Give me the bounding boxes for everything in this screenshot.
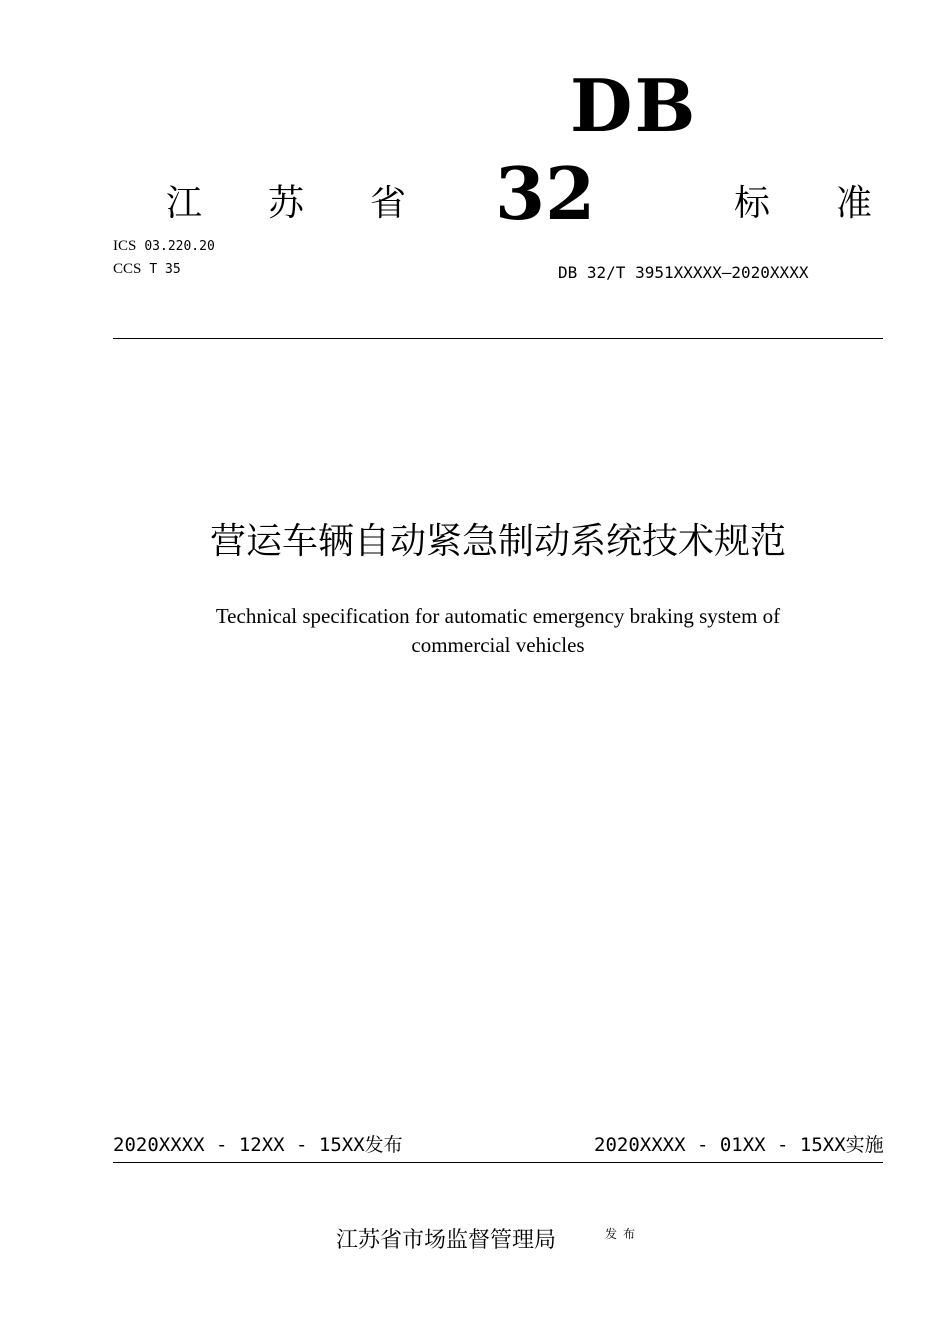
- title-english: [0, 602, 950, 660]
- footer-divider: [113, 1162, 883, 1163]
- standard-char-1: 标: [734, 183, 771, 224]
- title-english-line-2: commercial vehicles: [411, 633, 585, 657]
- ccs-label: CCS: [113, 261, 142, 277]
- publish-label: 发布: [605, 1227, 642, 1241]
- release-date-suffix: 发布: [364, 1134, 403, 1156]
- standard-char-2: 准: [836, 183, 873, 224]
- implement-date: [594, 1132, 884, 1158]
- implement-date-suffix: 实施: [845, 1134, 884, 1156]
- province-char-2: 苏: [268, 183, 305, 224]
- ccs-value: T 35: [149, 262, 181, 277]
- db-logo: DB: [570, 63, 698, 148]
- province-char-1: 江: [166, 183, 203, 224]
- header-divider: [113, 338, 883, 339]
- title-english-line-1: Technical specification for automatic emergency braking system of: [215, 604, 781, 628]
- ics-value: 03.220.20: [144, 239, 215, 254]
- province-char-3: 省: [370, 183, 407, 224]
- implement-date-value: 2020XXXX - 01XX - 15XX: [594, 1134, 846, 1156]
- release-date-value: 2020XXXX - 12XX - 15XX: [113, 1134, 365, 1156]
- ccs-code: [113, 260, 181, 279]
- standard-number: DB 32/T 3951XXXXX—2020XXXX: [558, 263, 809, 282]
- title-chinese: 营运车辆自动紧急制动系统技术规范: [209, 521, 786, 562]
- publisher-name: 江苏省市场监督管理局: [336, 1228, 557, 1253]
- db-province-code: 32: [495, 151, 596, 236]
- ics-code: [113, 237, 215, 256]
- release-date: [113, 1132, 403, 1158]
- ics-label: ICS: [113, 238, 137, 254]
